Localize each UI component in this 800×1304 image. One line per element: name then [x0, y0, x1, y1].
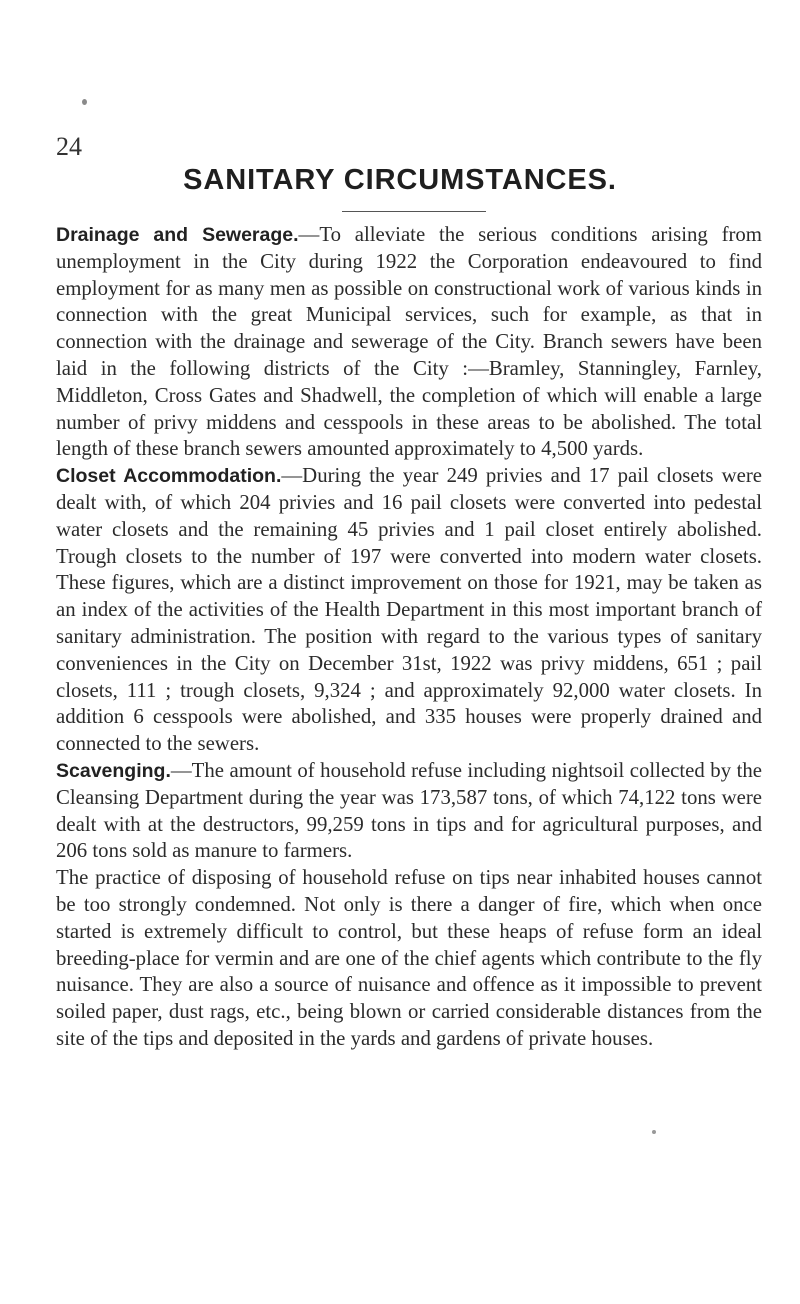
body-text [56, 222, 762, 1053]
text-drainage: —To alleviate the serious conditions arising from unemployment in the City during 1922 the Corporation endeavoured to find employment for as many men as possible on constructional work of various kinds in connection with the great Municipal services, such for example, as that in connection with the drainage and sewerage of the City. Branch sewers have been laid in the following districts of the City :—Bramley, Stanningley, Farnley, Middleton, Cross Gates and Shadwell, the completion of which will enable a large number of privy middens and cesspools in these areas to be abolished. The total length of these branch sewers amounted approximately to 4,500 yards. [56, 223, 762, 461]
heading-closet: Closet Accommodation. [56, 465, 282, 488]
paragraph-closet [56, 463, 762, 758]
text-refuse-tips: The practice of disposing of household refuse on tips near inhabited houses cannot be too strongly condemned. Not only is there a danger of fire, which when once started is extremely difficult to control, but these heaps of refuse form an ideal breeding-place for vermin and are one of the chief agents which contribute to the fly nuisance. They are also a source of nuisance and offence as it impossible to prevent soiled paper, dust rags, etc., being blown or carried considerable distances from the site of the tips and deposited in the yards and gardens of private houses. [56, 866, 762, 1050]
text-scavenging: —The amount of household refuse including nightsoil collected by the Cleansing Department during the year was 173,587 tons, of which 74,122 tons were dealt with at the destructors, 99,259 tons in tips and for agricultural purposes, and 206 tons sold as manure to farmers. [56, 758, 762, 863]
paragraph-refuse-tips [56, 865, 762, 1053]
page-title: SANITARY CIRCUMSTANCES. [183, 164, 617, 196]
text-closet: —During the year 249 privies and 17 pail closets were dealt with, of which 204 privies and 16 pail closets were converted into pedestal water closets and the remaining 45 privies and 1 pail closet entirely abolished. Trough closets to the number of 197 were converted into modern water closets. These figures, which are a distinct improvement on those for 1921, may be taken as an index of the activities of the Health Department in this most important branch of sanitary administration. The position with regard to the various types of sanitary conveniences in the City on December 31st, 1922 was privy middens, 651 ; pail closets, 111 ; trough closets, 9,324 ; and approximately 92,000 water closets. In addition 6 cesspools were abolished, and 335 houses were properly drained and connected to the sewers. [56, 464, 762, 756]
heading-scavenging: Scavenging. [56, 759, 171, 782]
title-divider [342, 211, 486, 212]
page-number: 24 [56, 132, 82, 161]
stray-ink-mark [82, 99, 87, 105]
paragraph-drainage [56, 222, 762, 463]
heading-drainage: Drainage and Sewerage. [56, 224, 299, 246]
paragraph-scavenging [56, 758, 762, 865]
stray-speck [652, 1130, 656, 1134]
